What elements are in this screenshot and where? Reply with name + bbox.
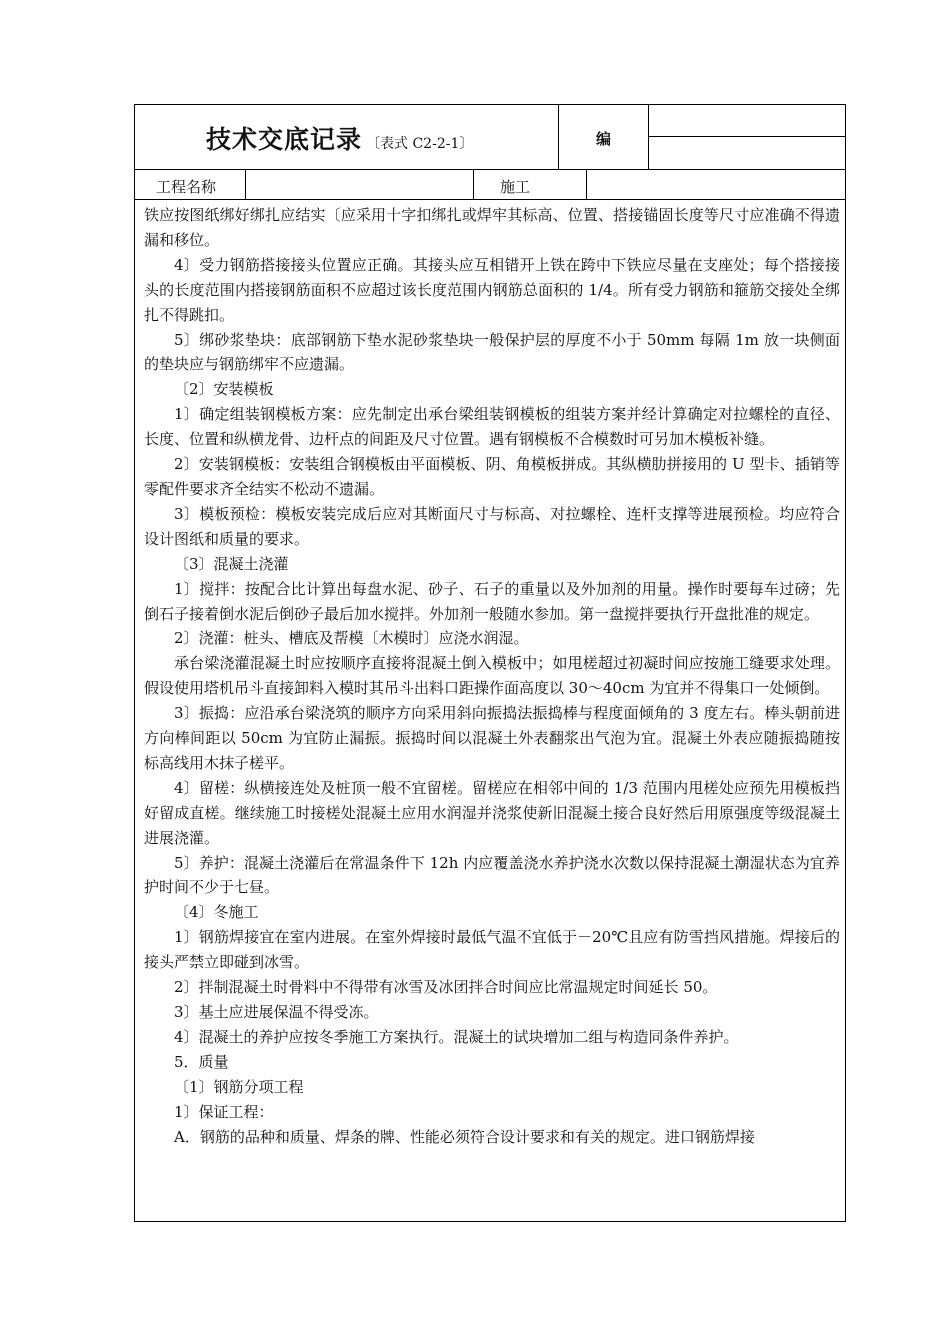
form-code: 〔表式 C2-2-1〕	[366, 136, 474, 152]
section-heading: 〔1〕钢筋分项工程	[174, 1077, 304, 1096]
disclosure-content	[144, 203, 840, 1149]
title-text: 技术交底记录	[206, 125, 363, 154]
section-heading: 5．质量	[174, 1052, 229, 1071]
paragraph: 1〕钢筋焊接宜在室内进展。在室外焊接时最低气温不宜低于－20℃且应有防雪挡风措施。焊接后的接头严禁立即碰到冰雪。	[144, 928, 840, 972]
paragraph: 1〕搅拌：按配合比计算出每盘水泥、砂子、石子的重量以及外加剂的用量。操作时要每车过磅；先倒石子接着倒水泥后倒砂子最后加水搅拌。外加剂一般随水参加。第一盘搅拌要执行开盘批准的规定。	[144, 579, 840, 623]
paragraph: 铁应按图纸绑好绑扎应结实〔应采用十字扣绑扎或焊牢其标高、位置、搭接锚固长度等尺寸应准确不得遗漏和移位。	[144, 206, 840, 249]
table-divider	[134, 199, 846, 200]
project-name-label: 工程名称	[156, 178, 217, 196]
paragraph: 1〕确定组装钢模板方案：应先制定出承台梁组装钢模板的组装方案并经计算确定对拉螺栓的直径、长度、位置和纵横龙骨、边杆点的间距及尺寸位置。遇有钢模板不合模数时可另加木模板补缝。	[144, 405, 840, 449]
number-label: 编	[596, 130, 612, 148]
table-divider	[648, 136, 846, 137]
section-heading: 〔4〕冬施工	[174, 903, 259, 922]
paragraph: A．钢筋的品种和质量、焊条的牌、性能必须符合设计要求和有关的规定。进口钢筋焊接	[174, 1127, 755, 1146]
table-divider	[586, 169, 587, 199]
paragraph: 5〕绑砂浆垫块：底部钢筋下垫水泥砂浆垫块一般保护层的厚度不小于 50mm 每隔 1m 放一块侧面的垫块应与钢筋绑牢不应遗漏。	[144, 330, 840, 374]
table-divider	[245, 169, 246, 199]
paragraph: 4〕留槎：纵横接连处及桩顶一般不宜留槎。留槎应在相邻中间的 1/3 范围内甩槎处应预先用模板挡好留成直槎。继续施工时接槎处混凝土应用水润湿并浇浆使新旧混凝土接合良好然后用原强度等级混凝土进展浇灌。	[144, 778, 840, 847]
paragraph: 2〕浇灌：桩头、槽底及帮模〔木模时〕应浇水润湿。	[174, 629, 529, 648]
construction-label: 施工	[500, 178, 531, 196]
section-heading: 〔3〕混凝土浇灌	[174, 554, 289, 573]
paragraph: 承台梁浇灌混凝土时应按顺序直接将混凝土倒入模板中；如甩槎超过初凝时间应按施工缝要求处理。假设使用塔机吊斗直接卸料入模时其吊斗出料口距操作面高度以 30～40cm 为宜并不得集口一处倾倒。	[144, 654, 840, 698]
paragraph: 3〕振捣：应沿承台梁浇筑的顺序方向采用斜向振捣法振捣棒与程度面倾角的 3 度左右。棒头朝前进方向棒间距以 50cm 为宜防止漏振。振捣时间以混凝土外表翻浆出气泡为宜。混凝土外表应随振捣随按标高线用木抹子槎平。	[144, 704, 840, 772]
paragraph: 2〕拌制混凝土时骨料中不得带有冰雪及冰团拌合时间应比常温规定时间延长 50。	[174, 978, 718, 997]
paragraph: 3〕模板预检：模板安装完成后应对其断面尺寸与标高、对拉螺栓、连杆支撑等进展预检。均应符合设计图纸和质量的要求。	[144, 504, 840, 548]
paragraph: 2〕安装钢模板：安装组合钢模板由平面模板、阴、角模板拼成。其纵横肋拼接用的 U 型卡、插销等零配件要求齐全结实不松动不遗漏。	[144, 455, 840, 498]
document-title	[206, 120, 473, 156]
table-divider	[558, 104, 559, 169]
paragraph: 5〕养护：混凝土浇灌后在常温条件下 12h 内应覆盖浇水养护浇水次数以保持混凝土潮湿状态为宜养护时间不少于七昼。	[144, 853, 840, 897]
table-divider	[473, 169, 474, 199]
paragraph: 4〕混凝土的养护应按冬季施工方案执行。混凝土的试块增加二组与构造同条件养护。	[174, 1027, 739, 1046]
paragraph: 1〕保证工程：	[174, 1102, 274, 1121]
section-heading: 〔2〕安装模板	[174, 380, 274, 399]
table-divider	[134, 169, 846, 170]
paragraph: 3〕基土应进展保温不得受冻。	[174, 1003, 379, 1021]
paragraph: 4〕受力钢筋搭接接头位置应正确。其接头应互相错开上铁在跨中下铁应尽量在支座处；每个搭接接头的长度范围内搭接钢筋面积不应超过该长度范围内钢筋总面积的 1/4。所有受力钢筋和箍筋交接处全绑扎不得跳扣。	[144, 255, 840, 324]
